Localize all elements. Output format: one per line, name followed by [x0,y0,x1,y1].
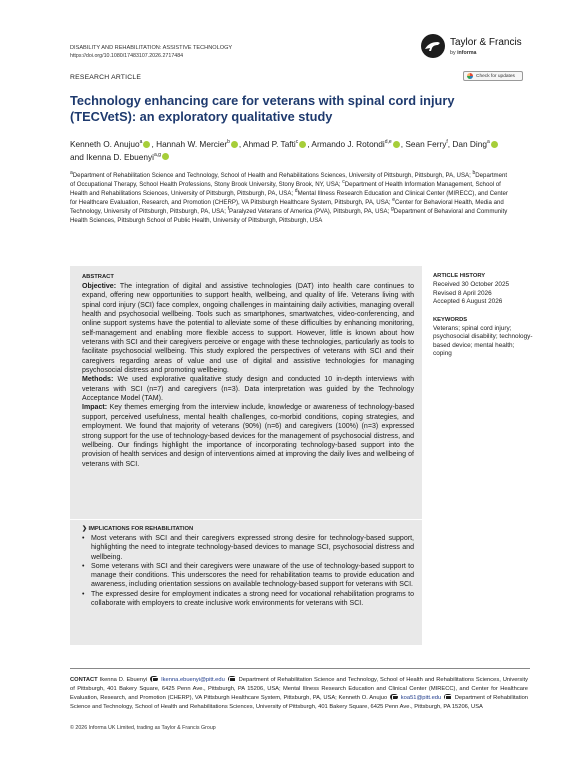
article-history-heading: ARTICLE HISTORY [433,273,486,279]
keywords-list: Veterans; spinal cord injury; psychosocial disability; technology-based device; mental health; coping [433,325,533,358]
abstract-impact: Impact: Key themes emerging from the interview include, knowledge or awareness of technology-based support, perceived usefulness, mental health challenges, co-morbid conditions, coping strategies, and employment. We found that majority of veterans (90%) (n=6) and caregivers (100%) (n=3) expressed strong support for the use of technology-based devices for the management of psychosocial distress, and wellbeing. Our findings highlight the importance of incorporating technology-based support into the provision of health services and design of interventions aimed at improving the daily lives and wellbeing of veterans with SCI. [82,404,414,468]
publisher-name: Taylor & Francis [450,37,522,48]
email-link[interactable]: Ikenna.ebuenyi@pitt.edu [161,677,225,683]
abstract-box [70,266,422,519]
abstract-methods: Methods: We used explorative qualitative study design and conducted 10 in-depth interviews with veterans with SCI (n=7) and caregivers (n=3). Data interpretation was guided by the Technology Acceptance Model (TAM). [82,376,414,403]
publisher-logo[interactable] [421,34,551,62]
email-icon [150,676,158,682]
affiliation-text: Mental Illness Research Education and Clinical Center (MIRECC), and Center for Healthcare Evaluation, Research, and Promotion (CHERP), VA Pittsburgh Healthcare System, Pittsburgh, PA, USA; [70,190,508,206]
author-name[interactable]: Armando J. Rotondi [311,139,385,149]
footer-divider [70,668,530,669]
orcid-icon[interactable] [162,153,169,160]
list-item: • Some veterans with SCI and their caregivers were unaware of the use of technology-based support to manage their conditions. This underscores the need for rehabilitation teams to provide education and awareness, including orientation sessions on available technology-based support for veterans with SCI. [82,562,414,590]
article-title: Technology enhancing care for veterans with spinal cord injury (TECVetS): an exploratory qualitative study [70,93,455,124]
copyright: © 2026 Informa UK Limited, trading as Taylor & Francis Group [70,725,216,731]
keywords-heading: KEYWORDS [433,316,468,323]
doi-link[interactable]: https://doi.org/10.1080/17483107.2026.2717484 [70,53,184,59]
affiliation-text: Center for Behavioral Health, Media and Technology, University of Pittsburgh, Pittsburgh, PA, USA; [70,199,504,215]
author-name[interactable]: Sean Ferry [405,139,447,149]
envelope-icon [444,694,452,700]
abstract-objective: Objective: The integration of digital and assistive technologies (DAT) into health care continues to expand, offering new opportunities to support health, wellbeing, and quality of life. Veterans living with spinal cord injury (SCI) face complex, ongoing challenges in maintaining daily activities, managing overall health and psychosocial wellbeing. Tools such as smartphones, smartwatches, video-conferencing, and online support systems have the potential to alleviate some of these difficulties by enhancing monitoring, self-management and enabling more flexible access to support. However, little is known about how veterans with SCI and their caregivers perceive or engage with these technologies, particularly as tools to facilitate psychosocial wellbeing. This study explored the perspectives of veterans with SCI and their caregivers regarding areas of value and use of digital and assistive technologies for managing psychosocial distress and promoting wellbeing. [82,283,414,375]
article-sidebar [433,272,533,359]
affiliation-text: Department of Behavioral and Community Health Sciences, Pittsburgh School of Public Health, University of Pittsburgh, Pittsburgh, USA [70,208,508,224]
crossmark-icon [467,73,473,79]
revised-date: Revised 8 April 2026 [433,289,492,297]
check-updates-button[interactable] [463,71,523,81]
implications-box [70,520,422,645]
affiliation-text: Paralyzed Veterans of America (PVA), Pittsburgh, PA, USA; [229,208,392,215]
author-name[interactable]: Hannah W. Mercier [156,139,228,149]
list-item: • Most veterans with SCI and their caregivers expressed strong desire for technology-based support, highlighting the need to integrate technology-based devices to manage SCI, psychosocial distress and wellbeing. [82,534,414,562]
orcid-icon[interactable] [491,141,498,148]
orcid-icon[interactable] [393,141,400,148]
author-name[interactable]: Kenneth O. Anujuo [70,139,140,149]
author-list: Kenneth O. Anujuo$^a$ , Hannah W. Mercier$^b$ , Ahmad P. Tafti$^c$ , Armando J. Rotondi$^{d,e}$ , Sean Ferry$^f$, Dan Ding$^a$ and Ikenna D. Ebuenyi$^{a,g}$ [70,138,510,163]
affiliation-text: Department of Health Information Management, School of Health and Rehabilitations Sciences, University of Pittsburgh, Pittsburgh, PA, USA; [70,181,501,197]
affiliations: $^a$Department of Rehabilitation Science and Technology, School of Health and Rehabilitations Sciences, University of Pittsburgh, Pittsburgh, PA, USA; $^b$Department of Occupational Therapy, School Health Professions, Stony Brook University, Stony Brook, NY, USA; $^c$Department of Health Information Management, School of Health and Rehabilitations Sciences, University of Pittsburgh, Pittsburgh, PA, USA; $^d$Mental Illness Research Education and Clinical Center (MIRECC), and Center for Healthcare Evaluation, Research, and Promotion (CHERP), VA Pittsburgh Healthcare System, Pittsburgh, PA, USA; $^e$Center for Behavioral Health, Media and Technology, University of Pittsburgh, Pittsburgh, PA, USA; $^f$Paralyzed Veterans of America (PVA), Pittsburgh, PA, USA; $^g$Department of Behavioral and Community Health Sciences, Pittsburgh School of Public Health, University of Pittsburgh, Pittsburgh, USA [70,169,508,224]
publisher-emblem-icon [421,34,445,58]
email-link[interactable]: koa51@pitt.edu [400,694,442,701]
envelope-icon [228,676,236,682]
orcid-icon[interactable] [299,141,306,148]
implications-list [82,534,414,608]
abstract-heading: ABSTRACT [82,274,114,280]
author-name[interactable]: Ikenna D. Ebuenyi [86,151,154,162]
author-name[interactable]: Ahmad P. Tafti [243,139,296,149]
publisher-sub: by informa [450,50,477,56]
check-updates-label: Check for updates [476,73,515,79]
email-icon [390,694,398,700]
orcid-icon[interactable] [143,141,150,148]
affiliation-text: Department of Occupational Therapy, School Health Professions, Stony Brook University, Stony Brook, NY, USA; [70,172,508,188]
implications-heading: ❯ IMPLICATIONS FOR REHABILITATION [82,526,194,532]
affiliation-text: Department of Rehabilitation Science and Technology, School of Health and Rehabilitations Sciences, University of Pittsburgh, Pittsburgh, PA, USA; [72,172,473,179]
article-type: RESEARCH ARTICLE [70,74,142,81]
chevron-right-icon: ❯ [82,526,87,532]
contact-info: CONTACT Ikenna D. Ebuenyi Ikenna.ebuenyi@pitt.edu Department of Rehabilitation Science and Technology, School of Health and Rehabilitations Sciences, University of Pittsburgh, 401 Bakery Square, 6425 Penn Ave., Pittsburgh, PA 15206, USA; Mental Illness Research Education and Clinical Center (MIRECC), and Center for Healthcare Evaluation, Research, and Promotion (CHERP), VA Pittsburgh Healthcare System, Pittsburgh, PA, USA; Kenneth O. Anujuo koa51@pitt.edu Department of Rehabilitation Science and Technology, School of Health and Rehabilitations Sciences, University of Pittsburgh, 401 Bakery Square, 6425 Penn Ave., Pittsburgh, PA 15206, USA [70,677,529,710]
accepted-date: Accepted 6 August 2026 [433,298,503,306]
orcid-icon[interactable] [231,141,238,148]
journal-name: DISABILITY AND REHABILITATION: ASSISTIVE TECHNOLOGY [70,45,233,51]
received-date: Received 30 October 2025 [433,281,510,289]
author-name[interactable]: Dan Ding [452,139,487,149]
list-item: • The expressed desire for employment indicates a strong need for vocational rehabilitation programs to collaborate with employers to create inclusive work environments for veterans with SCI. [82,590,414,609]
